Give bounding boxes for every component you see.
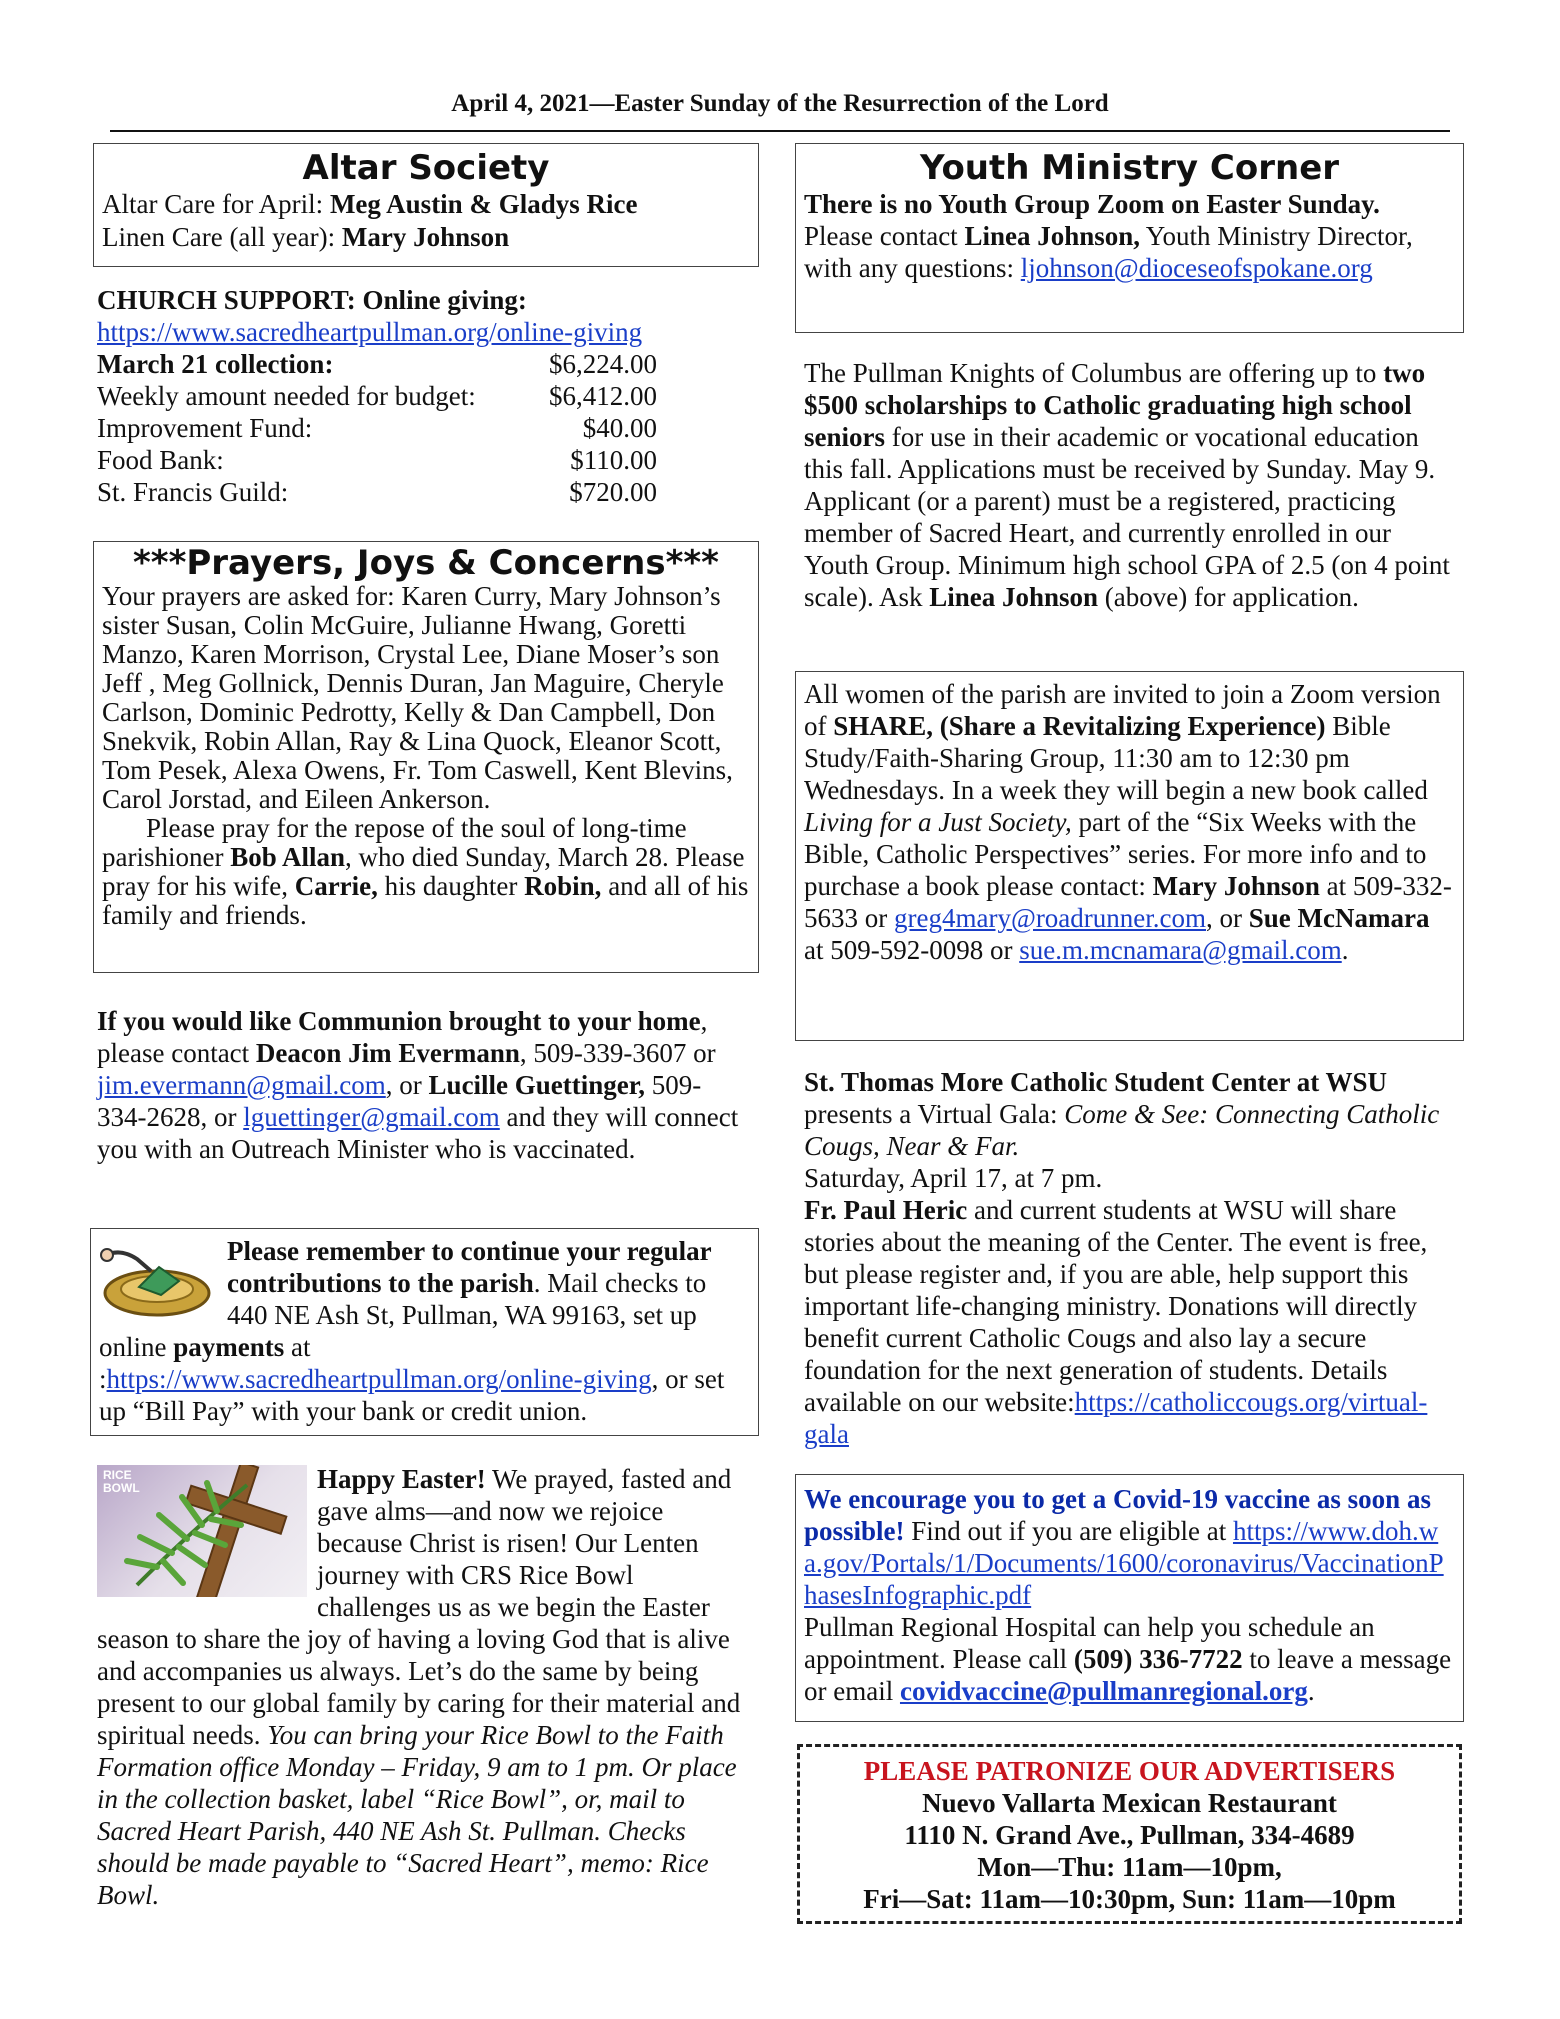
mcnamara-email-link[interactable]: sue.m.mcnamara@gmail.com <box>1019 935 1342 965</box>
rice-bowl-logo: RICE BOWL <box>103 1468 140 1495</box>
vaccination-link[interactable]: https://www.doh.wa.gov/Portals/1/Documents/1600/coronavirus/VaccinationPhasesInfographic.pdf <box>804 1516 1444 1610</box>
restaurant-hours-2: Fri—Sat: 11am—10:30pm, Sun: 11am—10pm <box>863 1884 1396 1914</box>
collection-row <box>97 348 657 380</box>
knights-paragraph: The Pullman Knights of Columbus are offering up to two $500 scholarships to Catholic graduating high school seniors for use in their academic or vocational education this fall. Applications must be received by Sunday. May 9. Applicant (or a parent) must be a registered, practicing member of Sacred Heart, and currently enrolled in our Youth Group. Minimum high school GPA of 2.5 (on 4 point scale). Ask Linea Johnson (above) for application. <box>804 358 1450 612</box>
collection-value: $6,412.00 <box>549 381 657 411</box>
youth-email-link[interactable]: ljohnson@dioceseofspokane.org <box>1020 253 1373 283</box>
rice-bowl-image <box>97 1465 307 1597</box>
collection-label: March 21 collection: <box>97 349 334 379</box>
greg4mary-email-link[interactable]: greg4mary@roadrunner.com <box>894 903 1207 933</box>
altar-care-line: Altar Care for April: Meg Austin & Gladys Rice <box>102 189 638 219</box>
collection-label: St. Francis Guild: <box>97 477 289 507</box>
offering-plate-icon <box>99 1237 217 1319</box>
altar-society-title: Altar Society <box>302 148 550 188</box>
collection-label: Food Bank: <box>97 445 224 475</box>
prayers-title: ***Prayers, Joys & Concerns*** <box>133 543 719 583</box>
collection-row <box>97 444 657 476</box>
church-support <box>97 284 657 508</box>
advertiser-heading: PLEASE PATRONIZE OUR ADVERTISERS <box>863 1756 1396 1786</box>
collection-value: $40.00 <box>582 413 657 443</box>
collection-table <box>97 348 657 508</box>
header-rule <box>110 130 1450 132</box>
restaurant-hours-1: Mon—Thu: 11am—10pm, <box>977 1852 1282 1882</box>
repose-paragraph: Please pray for the repose of the soul of long-time parishioner Bob Allan, who died Sunday, March 28. Please pray for his wife, Carrie, his daughter Robin, and all of his family and friends. <box>102 813 749 930</box>
communion-paragraph: If you would like Communion brought to your home, please contact Deacon Jim Evermann, 509-339-3607 or jim.evermann@gmail.com, or Lucille Guettinger, 509-334-2628, or lguettinger@gmail.com and they will connect you with an Outreach Minister who is vaccinated. <box>97 1006 739 1164</box>
rice-bowl-paragraph: RICE BOWL Happy Easter! We prayed, fasted and gave alms—and now we rejoice because Christ is risen! Our Lenten journey with CRS Rice Bowl challenges us as we begin the Easter season to share the joy of having a loving God that is alive and accompanies us always. Let’s do the same by being present to our global family by caring for their material and spiritual needs. You can bring your Rice Bowl to the Faith Formation office Monday – Friday, 9 am to 1 pm. Or place in the collection basket, label “Rice Bowl”, or, mail to Sacred Heart Parish, 440 NE Ash St. Pullman. Checks should be made payable to “Sacred Heart”, memo: Rice Bowl. <box>97 1463 749 1911</box>
linen-care-line: Linen Care (all year): Mary Johnson <box>102 222 510 252</box>
covid-email-link[interactable]: covidvaccine@pullmanregional.org <box>899 1676 1308 1706</box>
restaurant-name: Nuevo Vallarta Mexican Restaurant <box>922 1788 1337 1818</box>
youth-ministry-box: Youth Ministry Corner There is no Youth Group Zoom on Easter Sunday. Please contact Linea Johnson, Youth Ministry Director, with any questions: ljohnson@dioceseofspokane.org <box>795 143 1464 333</box>
altar-society-box <box>93 143 759 267</box>
collection-row <box>97 380 657 412</box>
youth-ministry-title: Youth Ministry Corner <box>919 148 1340 188</box>
restaurant-address: 1110 N. Grand Ave., Pullman, 334-4689 <box>904 1820 1355 1850</box>
collection-row <box>97 476 657 508</box>
gala-paragraph: St. Thomas More Catholic Student Center at WSU presents a Virtual Gala: Come & See: Connecting Catholic Cougs, Near & Far. Saturday, April 17, at 7 pm. Fr. Paul Heric and current students at WSU will share stories about the meaning of the Center. The event is free, but please register and, if you are able, help support this important life-changing ministry. Donations will directly benefit current Catholic Cougs and also lay a secure foundation for the next generation of students. Details available on our website:https://catholiccougs.org/virtual-gala <box>804 1066 1460 1450</box>
church-support-heading: CHURCH SUPPORT: Online giving: <box>97 285 527 315</box>
collection-label: Improvement Fund: <box>97 413 313 443</box>
collection-label: Weekly amount needed for budget: <box>97 381 476 411</box>
guettinger-email-link[interactable]: lguettinger@gmail.com <box>243 1102 500 1132</box>
online-giving-link[interactable]: https://www.sacredheartpullman.org/online-giving <box>97 317 643 347</box>
covid-box: We encourage you to get a Covid-19 vaccine as soon as possible! Find out if you are eligible at https://www.doh.wa.gov/Portals/1/Documents/1600/coronavirus/VaccinationPhasesInfographic.pdf Pullman Regional Hospital can help you schedule an appointment. Please call (509) 336-7722 to leave a message or email covidvaccine@pullmanregional.org. <box>795 1474 1464 1722</box>
share-box: All women of the parish are invited to join a Zoom version of SHARE, (Share a Revitalizing Experience) Bible Study/Faith-Sharing Group, 11:30 am to 12:30 pm Wednesdays. In a week they will begin a new book called Living for a Just Society, part of the “Six Weeks with the Bible, Catholic Perspectives” series. For more info and to purchase a book please contact: Mary Johnson at 509-332-5633 or greg4mary@roadrunner.com, or Sue McNamara at 509-592-0098 or sue.m.mcnamara@gmail.com. <box>795 671 1464 1041</box>
evermann-email-link[interactable]: jim.evermann@gmail.com <box>97 1070 386 1100</box>
contributions-box: Please remember to continue your regular contributions to the parish. Mail checks to 440 NE Ash St, Pullman, WA 99163, set up online payments at :https://www.sacredheartpullman.org/online-giving, or set up “Bill Pay” with your bank or credit union. <box>90 1228 759 1436</box>
page-header: April 4, 2021—Easter Sunday of the Resurrection of the Lord <box>451 90 1109 117</box>
advertiser-box <box>797 1744 1462 1924</box>
collection-value: $6,224.00 <box>549 349 657 379</box>
collection-row <box>97 412 657 444</box>
prayers-list: Your prayers are asked for: Karen Curry, Mary Johnson’s sister Susan, Colin McGuire, Julianne Hwang, Goretti Manzo, Karen Morrison, Crystal Lee, Diane Moser’s son Jeff , Meg Gollnick, Dennis Duran, Jan Maguire, Cheryle Carlson, Dominic Pedrotty, Kelly & Dan Campbell, Don Snekvik, Robin Allan, Ray & Lina Quock, Eleanor Scott, Tom Pesek, Alexa Owens, Fr. Tom Caswell, Kent Blevins, Carol Jorstad, and Eileen Ankerson. <box>102 581 733 814</box>
gala-date: Saturday, April 17, at 7 pm. <box>804 1163 1103 1193</box>
collection-value: $110.00 <box>570 445 657 475</box>
collection-value: $720.00 <box>569 477 657 507</box>
palm-cross-icon <box>97 1465 307 1597</box>
gala-link[interactable]: https://catholiccougs.org/virtual-gala <box>804 1387 1428 1449</box>
online-giving-link-2[interactable]: https://www.sacredheartpullman.org/online-giving <box>106 1364 652 1394</box>
prayers-box <box>93 541 759 973</box>
